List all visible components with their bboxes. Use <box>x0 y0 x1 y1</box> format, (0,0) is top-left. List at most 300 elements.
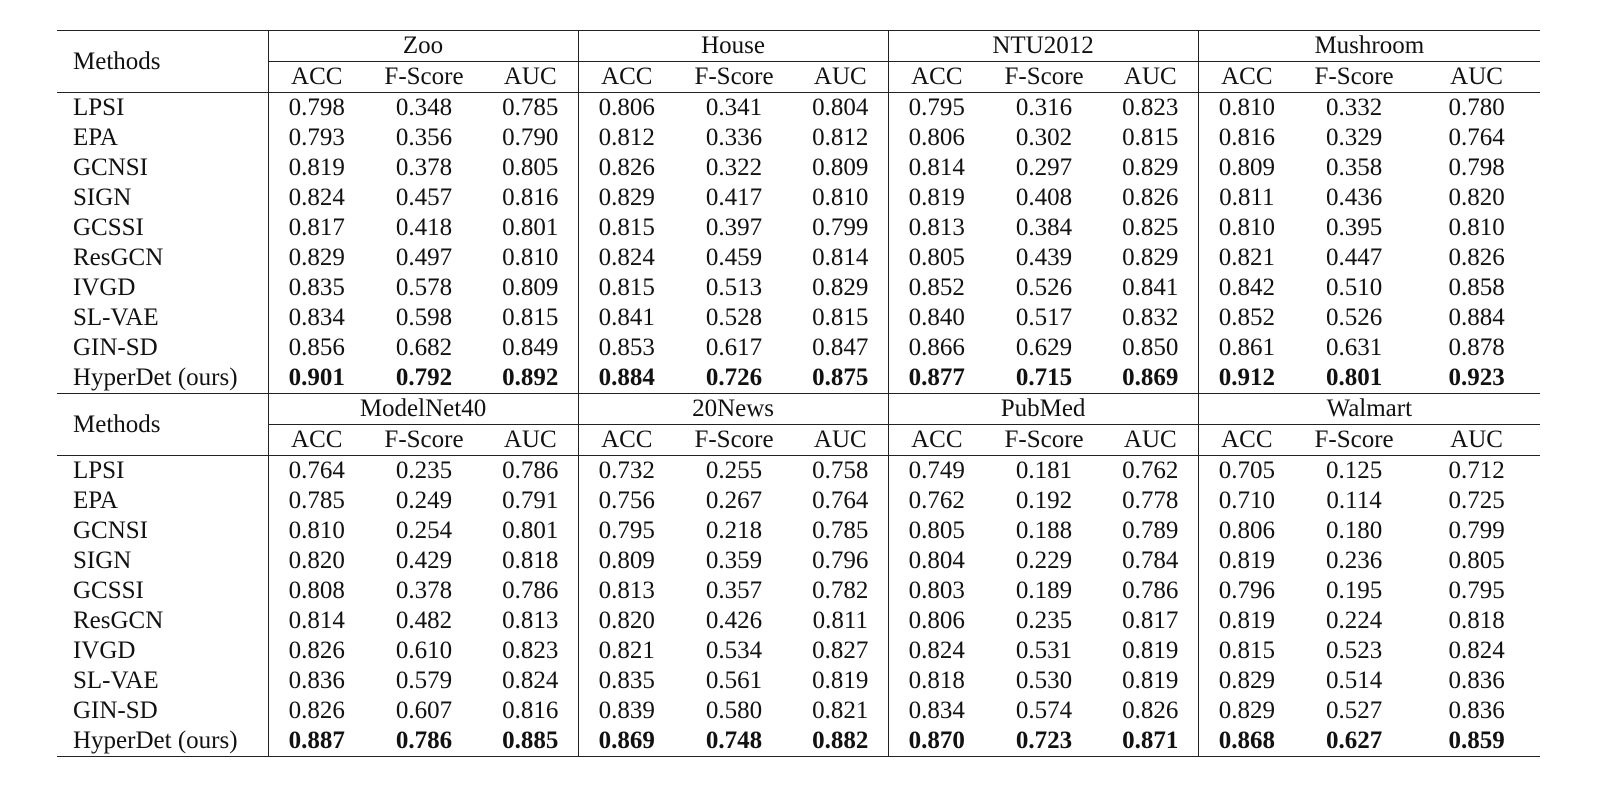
value-cell: 0.784 <box>1122 547 1179 574</box>
metric-header: ACC <box>1198 425 1295 456</box>
value-cell: 0.336 <box>705 124 763 151</box>
value-cell: 0.821 <box>812 697 869 724</box>
method-name-cell: SIGN <box>73 547 132 574</box>
value-cell: 0.682 <box>395 334 453 361</box>
value-cell: 0.789 <box>1122 517 1179 544</box>
value-cell: 0.923 <box>1448 364 1505 391</box>
metric-header: F-Score <box>985 62 1103 93</box>
dataset-header: Zoo <box>268 31 578 62</box>
table-row <box>57 363 1540 394</box>
value-cell: 0.819 <box>1122 637 1179 664</box>
value-cell: 0.758 <box>793 456 888 487</box>
value-cell: 0.834 <box>268 303 365 333</box>
table-row <box>57 576 1540 606</box>
value-cell: 0.818 <box>888 666 985 696</box>
value-cell: 0.810 <box>502 244 559 271</box>
metric-header: AUC <box>1103 425 1198 456</box>
method-name-cell: GCNSI <box>73 517 149 544</box>
value-cell: 0.810 <box>812 184 869 211</box>
value-cell: 0.629 <box>1015 334 1073 361</box>
method-name-cell: EPA <box>73 124 118 151</box>
value-cell: 0.801 <box>1325 364 1383 391</box>
value-cell: 0.517 <box>1015 304 1073 331</box>
value-cell: 0.835 <box>268 273 365 303</box>
value-cell: 0.884 <box>1448 304 1505 331</box>
value-cell: 0.235 <box>365 456 483 487</box>
method-name-cell: GCSSI <box>73 214 144 241</box>
value-cell: 0.786 <box>483 456 578 487</box>
table-row <box>57 606 1540 636</box>
value-cell: 0.805 <box>888 243 985 273</box>
value-cell: 0.801 <box>502 214 559 241</box>
method-name-cell: GIN-SD <box>73 334 158 361</box>
value-cell: 0.815 <box>1122 124 1179 151</box>
value-cell: 0.809 <box>812 154 869 181</box>
value-cell: 0.439 <box>1015 244 1073 271</box>
value-cell: 0.114 <box>1326 487 1382 514</box>
table-body <box>57 31 1540 757</box>
value-cell: 0.912 <box>1198 363 1295 394</box>
value-cell: 0.829 <box>1198 666 1295 696</box>
metric-header: AUC <box>483 62 578 93</box>
value-cell: 0.786 <box>365 726 483 757</box>
value-cell: 0.826 <box>578 153 675 183</box>
value-cell: 0.852 <box>1198 303 1295 333</box>
dataset-header: House <box>578 31 888 62</box>
value-cell: 0.459 <box>705 244 763 271</box>
value-cell: 0.882 <box>793 726 888 757</box>
value-cell: 0.786 <box>502 577 559 604</box>
value-cell: 0.798 <box>268 93 365 124</box>
value-cell: 0.348 <box>365 93 483 124</box>
value-cell: 0.815 <box>502 304 559 331</box>
value-cell: 0.791 <box>502 487 559 514</box>
metric-header: F-Score <box>1295 62 1413 93</box>
value-cell: 0.805 <box>502 154 559 181</box>
method-name-cell: GIN-SD <box>73 697 158 724</box>
value-cell: 0.875 <box>812 364 869 391</box>
value-cell: 0.858 <box>1448 274 1505 301</box>
value-cell: 0.749 <box>888 456 985 487</box>
value-cell: 0.778 <box>1122 487 1179 514</box>
table-row <box>57 726 1540 757</box>
value-cell: 0.712 <box>1413 456 1540 487</box>
metric-header: ACC <box>268 425 365 456</box>
value-cell: 0.819 <box>1198 546 1295 576</box>
value-cell: 0.885 <box>483 726 578 757</box>
value-cell: 0.809 <box>1198 153 1295 183</box>
value-cell: 0.821 <box>578 636 675 666</box>
value-cell: 0.878 <box>1448 334 1505 361</box>
value-cell: 0.795 <box>578 516 675 546</box>
value-cell: 0.189 <box>1015 577 1073 604</box>
value-cell: 0.255 <box>675 456 793 487</box>
value-cell: 0.762 <box>1103 456 1198 487</box>
metric-header: AUC <box>1103 62 1198 93</box>
value-cell: 0.806 <box>888 606 985 636</box>
metric-header: ACC <box>578 425 675 456</box>
value-cell: 0.359 <box>705 547 763 574</box>
value-cell: 0.429 <box>395 547 453 574</box>
value-cell: 0.786 <box>1122 577 1179 604</box>
metric-header: F-Score <box>1295 425 1413 456</box>
value-cell: 0.852 <box>888 273 985 303</box>
value-cell: 0.715 <box>1015 364 1073 391</box>
value-cell: 0.815 <box>1198 636 1295 666</box>
value-cell: 0.847 <box>812 334 869 361</box>
dataset-header: PubMed <box>888 394 1198 425</box>
value-cell: 0.820 <box>578 606 675 636</box>
metric-header: AUC <box>793 425 888 456</box>
value-cell: 0.523 <box>1325 637 1383 664</box>
method-name-cell: LPSI <box>57 456 268 487</box>
value-cell: 0.195 <box>1325 577 1383 604</box>
metric-header: ACC <box>1198 62 1295 93</box>
value-cell: 0.748 <box>675 726 793 757</box>
dataset-header: Mushroom <box>1198 31 1540 62</box>
value-cell: 0.861 <box>1198 333 1295 363</box>
value-cell: 0.816 <box>1198 123 1295 153</box>
methods-header: Methods <box>57 31 268 93</box>
table-row <box>57 213 1540 243</box>
value-cell: 0.497 <box>395 244 453 271</box>
value-cell: 0.482 <box>395 607 453 634</box>
metric-header-row <box>57 62 1540 93</box>
method-name-cell: SL-VAE <box>73 667 159 694</box>
value-cell: 0.839 <box>578 696 675 726</box>
value-cell: 0.820 <box>1448 184 1505 211</box>
value-cell: 0.756 <box>578 486 675 516</box>
value-cell: 0.813 <box>578 576 675 606</box>
value-cell: 0.814 <box>268 606 365 636</box>
table-row <box>57 486 1540 516</box>
value-cell: 0.869 <box>578 726 675 757</box>
value-cell: 0.850 <box>1122 334 1179 361</box>
value-cell: 0.180 <box>1325 517 1383 544</box>
value-cell: 0.820 <box>268 546 365 576</box>
table-row <box>57 333 1540 363</box>
metric-header: AUC <box>793 62 888 93</box>
value-cell: 0.531 <box>1015 637 1073 664</box>
value-cell: 0.793 <box>268 123 365 153</box>
value-cell: 0.829 <box>1198 696 1295 726</box>
value-cell: 0.436 <box>1325 184 1383 211</box>
table-row <box>57 696 1540 726</box>
value-cell: 0.834 <box>888 696 985 726</box>
value-cell: 0.826 <box>1122 697 1179 724</box>
method-name-cell: GCNSI <box>73 154 149 181</box>
value-cell: 0.813 <box>888 213 985 243</box>
value-cell: 0.617 <box>705 334 763 361</box>
value-cell: 0.798 <box>1448 154 1505 181</box>
value-cell: 0.826 <box>1122 184 1179 211</box>
value-cell: 0.799 <box>1448 517 1505 544</box>
value-cell: 0.812 <box>812 124 869 151</box>
value-cell: 0.801 <box>502 517 559 544</box>
value-cell: 0.805 <box>888 516 985 546</box>
value-cell: 0.799 <box>812 214 869 241</box>
value-cell: 0.580 <box>705 697 763 724</box>
metric-header: F-Score <box>675 425 793 456</box>
value-cell: 0.870 <box>888 726 985 757</box>
value-cell: 0.395 <box>1325 214 1383 241</box>
value-cell: 0.528 <box>705 304 763 331</box>
value-cell: 0.627 <box>1295 726 1413 757</box>
value-cell: 0.827 <box>812 637 869 664</box>
value-cell: 0.832 <box>1122 304 1179 331</box>
table-row <box>57 666 1540 696</box>
value-cell: 0.810 <box>1198 213 1295 243</box>
value-cell: 0.901 <box>268 363 365 394</box>
value-cell: 0.329 <box>1325 124 1383 151</box>
value-cell: 0.710 <box>1198 486 1295 516</box>
value-cell: 0.316 <box>985 93 1103 124</box>
value-cell: 0.267 <box>705 487 763 514</box>
table-row <box>57 303 1540 333</box>
value-cell: 0.356 <box>395 124 453 151</box>
value-cell: 0.384 <box>1015 214 1073 241</box>
metric-header: ACC <box>268 62 365 93</box>
value-cell: 0.887 <box>268 726 365 757</box>
value-cell: 0.378 <box>395 577 453 604</box>
value-cell: 0.806 <box>578 93 675 124</box>
table-row <box>57 243 1540 273</box>
value-cell: 0.829 <box>1122 154 1179 181</box>
value-cell: 0.804 <box>888 546 985 576</box>
value-cell: 0.836 <box>1448 667 1505 694</box>
value-cell: 0.826 <box>1448 244 1505 271</box>
value-cell: 0.819 <box>812 667 869 694</box>
value-cell: 0.534 <box>705 637 763 664</box>
value-cell: 0.841 <box>1122 274 1179 301</box>
value-cell: 0.835 <box>578 666 675 696</box>
value-cell: 0.426 <box>705 607 763 634</box>
value-cell: 0.859 <box>1413 726 1540 757</box>
dataset-header: ModelNet40 <box>268 394 578 425</box>
metric-header-row <box>57 425 1540 456</box>
value-cell: 0.814 <box>888 153 985 183</box>
value-cell: 0.579 <box>395 667 453 694</box>
value-cell: 0.818 <box>1448 607 1505 634</box>
value-cell: 0.836 <box>1448 697 1505 724</box>
method-name-cell: HyperDet (ours) <box>57 726 268 757</box>
value-cell: 0.181 <box>985 456 1103 487</box>
value-cell: 0.806 <box>888 123 985 153</box>
value-cell: 0.514 <box>1325 667 1383 694</box>
results-table <box>57 30 1540 757</box>
value-cell: 0.803 <box>888 576 985 606</box>
value-cell: 0.607 <box>395 697 453 724</box>
value-cell: 0.892 <box>502 364 559 391</box>
value-cell: 0.513 <box>705 274 763 301</box>
value-cell: 0.762 <box>888 486 985 516</box>
method-name-cell: GCSSI <box>73 577 144 604</box>
metric-header: ACC <box>578 62 675 93</box>
value-cell: 0.815 <box>578 273 675 303</box>
value-cell: 0.780 <box>1413 93 1540 124</box>
dataset-header: NTU2012 <box>888 31 1198 62</box>
value-cell: 0.810 <box>1198 93 1295 124</box>
value-cell: 0.814 <box>812 244 869 271</box>
value-cell: 0.332 <box>1295 93 1413 124</box>
value-cell: 0.229 <box>1015 547 1073 574</box>
value-cell: 0.868 <box>1198 726 1295 757</box>
value-cell: 0.821 <box>1198 243 1295 273</box>
value-cell: 0.815 <box>812 304 869 331</box>
value-cell: 0.530 <box>1015 667 1073 694</box>
value-cell: 0.357 <box>705 577 763 604</box>
metric-header: F-Score <box>985 425 1103 456</box>
method-name-cell: IVGD <box>73 274 136 301</box>
value-cell: 0.732 <box>578 456 675 487</box>
value-cell: 0.836 <box>268 666 365 696</box>
dataset-header-row <box>57 394 1540 425</box>
value-cell: 0.869 <box>1122 364 1179 391</box>
value-cell: 0.297 <box>1015 154 1073 181</box>
value-cell: 0.796 <box>812 547 869 574</box>
value-cell: 0.527 <box>1325 697 1383 724</box>
value-cell: 0.795 <box>1448 577 1505 604</box>
value-cell: 0.819 <box>1122 667 1179 694</box>
value-cell: 0.810 <box>1448 214 1505 241</box>
value-cell: 0.598 <box>395 304 453 331</box>
value-cell: 0.840 <box>888 303 985 333</box>
value-cell: 0.726 <box>705 364 763 391</box>
value-cell: 0.809 <box>578 546 675 576</box>
value-cell: 0.764 <box>1448 124 1505 151</box>
value-cell: 0.224 <box>1325 607 1383 634</box>
value-cell: 0.815 <box>578 213 675 243</box>
value-cell: 0.785 <box>483 93 578 124</box>
value-cell: 0.866 <box>888 333 985 363</box>
value-cell: 0.764 <box>268 456 365 487</box>
value-cell: 0.826 <box>268 636 365 666</box>
dataset-header: Walmart <box>1198 394 1540 425</box>
table-row <box>57 153 1540 183</box>
value-cell: 0.841 <box>578 303 675 333</box>
method-name-cell: ResGCN <box>73 607 164 634</box>
value-cell: 0.818 <box>502 547 559 574</box>
value-cell: 0.817 <box>1122 607 1179 634</box>
method-name-cell: LPSI <box>57 93 268 124</box>
value-cell: 0.877 <box>888 363 985 394</box>
value-cell: 0.824 <box>1448 637 1505 664</box>
value-cell: 0.813 <box>502 607 559 634</box>
value-cell: 0.725 <box>1448 487 1505 514</box>
value-cell: 0.218 <box>705 517 763 544</box>
table-row <box>57 636 1540 666</box>
value-cell: 0.526 <box>1015 274 1073 301</box>
value-cell: 0.125 <box>1295 456 1413 487</box>
method-name-cell: ResGCN <box>73 244 164 271</box>
value-cell: 0.824 <box>268 183 365 213</box>
value-cell: 0.322 <box>705 154 763 181</box>
metric-header: AUC <box>1413 425 1540 456</box>
value-cell: 0.808 <box>268 576 365 606</box>
value-cell: 0.853 <box>578 333 675 363</box>
value-cell: 0.764 <box>812 487 869 514</box>
method-name-cell: HyperDet (ours) <box>73 364 238 391</box>
value-cell: 0.829 <box>812 274 869 301</box>
value-cell: 0.856 <box>268 333 365 363</box>
value-cell: 0.782 <box>812 577 869 604</box>
value-cell: 0.236 <box>1325 547 1383 574</box>
metric-header: ACC <box>888 62 985 93</box>
method-name-cell: IVGD <box>73 637 136 664</box>
table-row <box>57 123 1540 153</box>
value-cell: 0.884 <box>578 363 675 394</box>
value-cell: 0.574 <box>1015 697 1073 724</box>
value-cell: 0.829 <box>578 183 675 213</box>
value-cell: 0.578 <box>395 274 453 301</box>
value-cell: 0.723 <box>985 726 1103 757</box>
metric-header: F-Score <box>675 62 793 93</box>
value-cell: 0.796 <box>1198 576 1295 606</box>
value-cell: 0.790 <box>502 124 559 151</box>
value-cell: 0.819 <box>888 183 985 213</box>
value-cell: 0.823 <box>502 637 559 664</box>
value-cell: 0.806 <box>1198 516 1295 546</box>
table-row <box>57 183 1540 213</box>
table-row <box>57 273 1540 303</box>
value-cell: 0.341 <box>675 93 793 124</box>
value-cell: 0.809 <box>502 274 559 301</box>
value-cell: 0.795 <box>888 93 985 124</box>
value-cell: 0.829 <box>268 243 365 273</box>
metric-header: F-Score <box>365 425 483 456</box>
value-cell: 0.457 <box>395 184 453 211</box>
metric-header: ACC <box>888 425 985 456</box>
value-cell: 0.188 <box>1015 517 1073 544</box>
value-cell: 0.302 <box>1015 124 1073 151</box>
metric-header: AUC <box>483 425 578 456</box>
dataset-header: 20News <box>578 394 888 425</box>
value-cell: 0.192 <box>1015 487 1073 514</box>
value-cell: 0.849 <box>502 334 559 361</box>
method-name-cell: EPA <box>73 487 118 514</box>
value-cell: 0.254 <box>395 517 453 544</box>
value-cell: 0.811 <box>812 607 868 634</box>
value-cell: 0.610 <box>395 637 453 664</box>
table-row <box>57 456 1540 487</box>
value-cell: 0.418 <box>395 214 453 241</box>
value-cell: 0.816 <box>502 184 559 211</box>
value-cell: 0.805 <box>1448 547 1505 574</box>
value-cell: 0.358 <box>1325 154 1383 181</box>
table-row <box>57 93 1540 124</box>
value-cell: 0.824 <box>578 243 675 273</box>
method-name-cell: SL-VAE <box>73 304 159 331</box>
value-cell: 0.819 <box>1198 606 1295 636</box>
table-row <box>57 546 1540 576</box>
value-cell: 0.510 <box>1325 274 1383 301</box>
value-cell: 0.631 <box>1325 334 1383 361</box>
value-cell: 0.810 <box>268 516 365 546</box>
metric-header: AUC <box>1413 62 1540 93</box>
value-cell: 0.804 <box>793 93 888 124</box>
table-row <box>57 516 1540 546</box>
value-cell: 0.825 <box>1122 214 1179 241</box>
value-cell: 0.705 <box>1198 456 1295 487</box>
value-cell: 0.824 <box>502 667 559 694</box>
value-cell: 0.826 <box>268 696 365 726</box>
metric-header: F-Score <box>365 62 483 93</box>
value-cell: 0.397 <box>705 214 763 241</box>
value-cell: 0.871 <box>1103 726 1198 757</box>
value-cell: 0.811 <box>1198 183 1295 213</box>
value-cell: 0.824 <box>888 636 985 666</box>
value-cell: 0.235 <box>1015 607 1073 634</box>
